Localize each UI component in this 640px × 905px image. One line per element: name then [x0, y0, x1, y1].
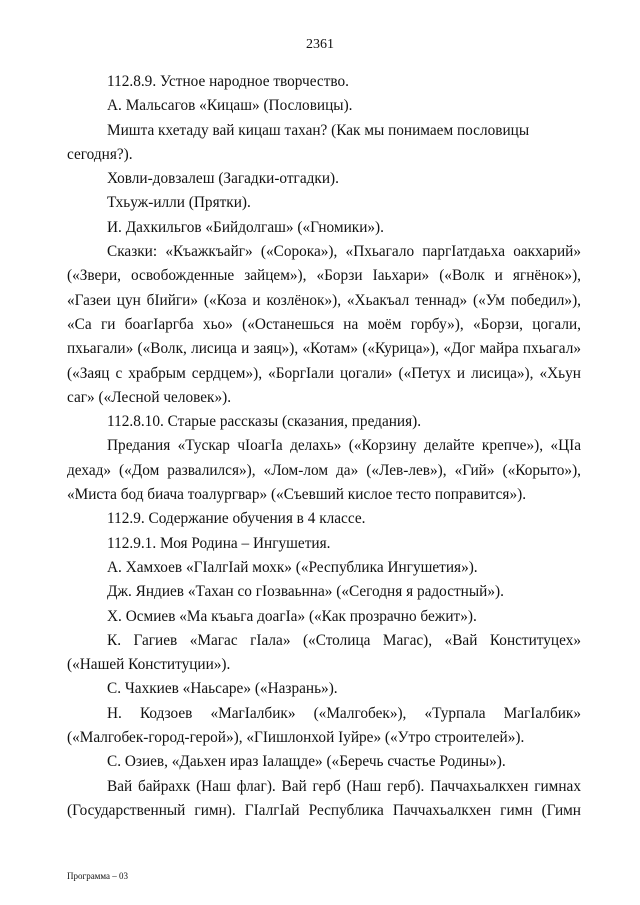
text-line: Дж. Яндиев «Тахан со гІозваьнна» («Сегодня я радостный»). [107, 583, 504, 601]
section-heading: 112.9. Содержание обучения в 4 классе. [107, 510, 366, 528]
paragraph: Вай байрахк (Наш флаг). Вай герб (Наш герб). Паччахьалкхен гимнах (Государственный гимн). ГІалгІай Республика Паччахьалкхен гимн (Гимн [67, 777, 581, 819]
text-line: С. Озиев, «Даьхен ираз Іалащде» («Беречь счастье Родины»). [107, 753, 506, 771]
text-line: С. Чахкиев «Наьсаре» («Назрань»). [107, 680, 338, 698]
text-line: Тхьуж-илли (Прятки). [107, 194, 251, 212]
document-body [67, 70, 581, 823]
text-line: И. Дахкильгов «Бийдолгаш» («Гномики»). [107, 218, 384, 236]
page-number: 2361 [306, 37, 334, 52]
text-line: Х. Осмиев «Ма къаьга доагІа» («Как прозрачно бежит»). [107, 607, 477, 625]
paragraph: Предания «Тускар чІоагІа делахь» («Корзину делайте крепче»), «ЦІа дехад» («Дом развалился»), «Лом-лом да» («Лев-лев»), «Гий» («Корыто»), «Миста бод биача тоалургвар» («Съевший кислое тесто поправится»). [67, 437, 581, 504]
text-line: Ховли-довзалеш (Загадки-отгадки). [107, 170, 339, 188]
section-heading: 112.8.10. Старые рассказы (сказания, предания). [107, 413, 422, 431]
paragraph: К. Гагиев «Магас гІала» («Столица Магас), «Вай Конституцех» («Нашей Конституции»). [67, 631, 581, 674]
text-line: А. Мальсагов «Кицаш» (Пословицы). [107, 97, 353, 115]
text-line: А. Хамхоев «ГІалгІай мохк» («Республика Ингушетия»). [107, 558, 478, 576]
paragraph: Н. Кодзоев «МагІалбик» («Малгобек»), «Турпала МагІалбик» («Малгобек-город-герой»), «ГІишлонхой Іуйре» («Утро строителей»). [67, 704, 581, 747]
paragraph: Сказки: «Къажкъайг» («Сорока»), «Пхьагало паргІатдаьха оакхарий» («Звери, освобожденные зайцем»), «Борзи Іаьхари» («Волк и ягнёнок»), «Газеи цун бІийги» («Коза и козлёнок»), «Хьакъал теннад» («Ум победил»), «Са ги боагІаргба хьо» («Останешься на моём горбу»), «Борзи, цогали, пхьагали» («Волк, лисица и заяц»), «Котам» («Курица»), «Дог майра пхьагал» («Заяц с храбрым сердцем»), «БоргІали цогали» («Петух и лисица»), «Хьун саг» («Лесной человек»). [67, 243, 581, 406]
text-line: Мишта кхетаду вай кицаш тахан? (Как мы понимаем пословицы сегодня?). [67, 121, 530, 163]
section-heading: 112.8.9. Устное народное творчество. [107, 73, 349, 90]
footer-note: Программа – 03 [67, 871, 129, 881]
section-heading: 112.9.1. Моя Родина – Ингушетия. [107, 534, 331, 552]
